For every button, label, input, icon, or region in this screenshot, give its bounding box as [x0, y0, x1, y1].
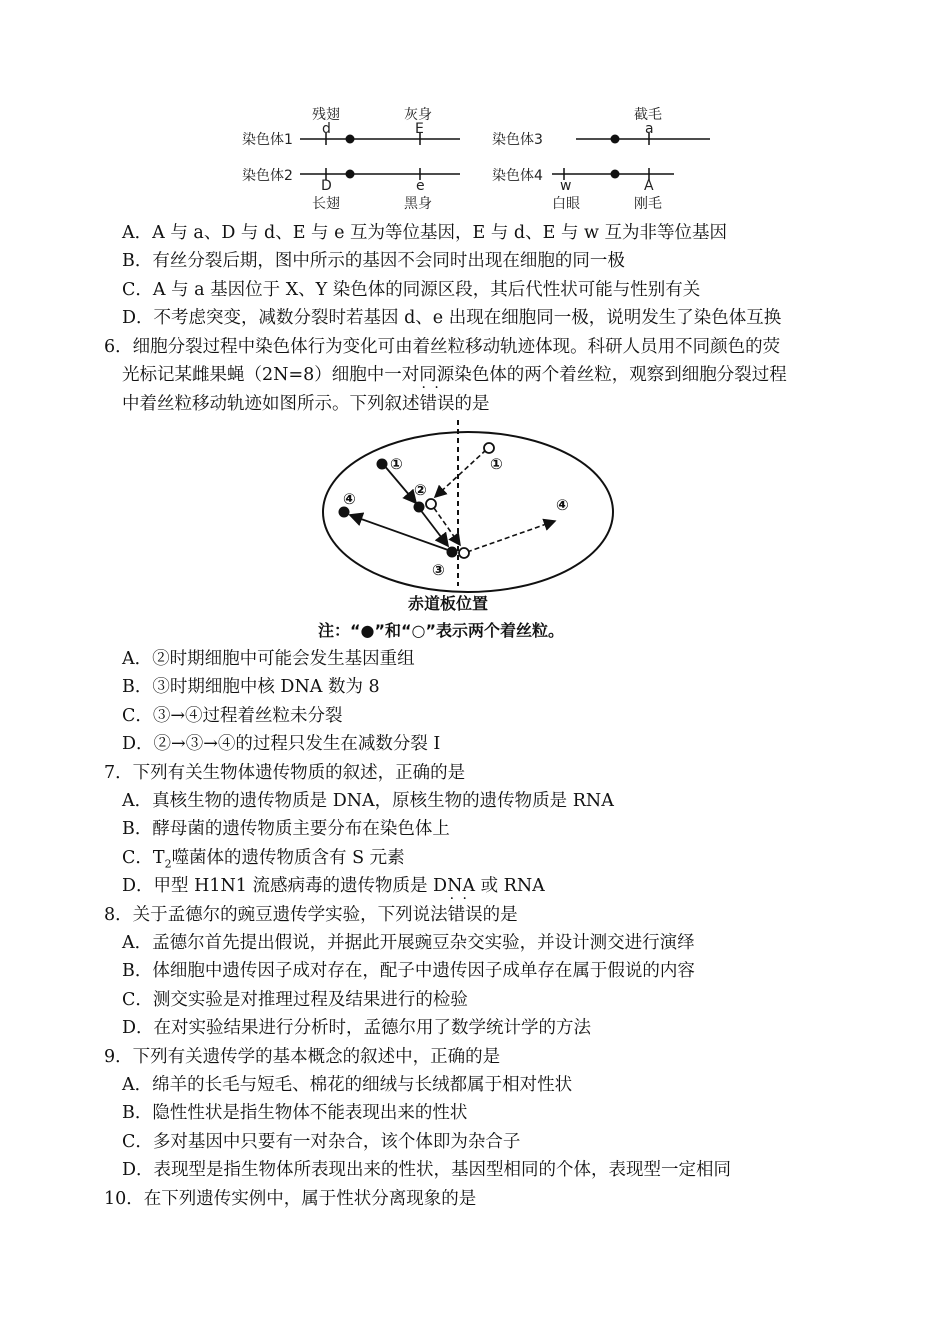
q8-option-d: D．在对实验结果进行分析时，孟德尔用了数学统计学的方法 — [122, 1018, 592, 1038]
centromere-3 — [611, 135, 620, 144]
trait-bristle: 刚毛 — [634, 196, 662, 212]
q7-option-c-subscript: 2 — [164, 857, 172, 871]
q8-emphasis-wrong: · · 错误 — [448, 904, 483, 926]
chr1-label: 染色体1 — [242, 132, 293, 148]
q6-option-b: B．③时期细胞中核 DNA 数为 8 — [122, 677, 380, 697]
stage-label-3: ③ — [432, 561, 445, 579]
gene-d-label: d — [322, 121, 331, 137]
q10-stem: 10．在下列遗传实例中，属于性状分离现象的是 — [104, 1189, 477, 1209]
q8-stem — [104, 904, 518, 926]
chr3-label: 染色体3 — [492, 132, 543, 148]
q7-option-c-text: 噬菌体的遗传物质含有 S 元素 — [171, 848, 405, 868]
gene-w-label: w — [560, 178, 572, 194]
q6-stem-end: 的是 — [454, 394, 490, 414]
q5-option-c: C．A 与 a 基因位于 X、Y 染色体的同源区段，其后代性状可能与性别有关 — [122, 280, 701, 300]
q8-stem-text: 8．关于孟德尔的豌豆遗传学实验，下列说法 — [104, 905, 448, 925]
q6-option-c: C．③→④过程着丝粒未分裂 — [122, 706, 343, 726]
q9-option-a: A．绵羊的长毛与短毛、棉花的细绒与长绒都属于相对性状 — [122, 1075, 573, 1095]
centromere-4 — [611, 170, 620, 179]
q7-option-b: B．酵母菌的遗传物质主要分布在染色体上 — [122, 819, 450, 839]
q7-option-c-prefix: C．T — [122, 848, 165, 868]
q9-option-b: B．隐性性状是指生物体不能表现出来的性状 — [122, 1103, 468, 1123]
centromere-filled-stage4 — [339, 507, 350, 518]
trait-black-body: 黑身 — [404, 196, 432, 212]
q8-stem-end: 的是 — [482, 905, 518, 925]
q8-option-c: C．测交实验是对推理过程及结果进行的检验 — [122, 990, 468, 1010]
gene-a-label: a — [645, 121, 654, 137]
q7-stem: 7．下列有关生物体遗传物质的叙述，正确的是 — [104, 763, 466, 783]
centromere-filled-stage1 — [377, 459, 388, 470]
cell-outline — [323, 432, 613, 592]
q6-emphasis-wrong: · · 错误 — [420, 393, 455, 415]
figure-note: 注：“●”和“○”表示两个着丝粒。 — [318, 621, 564, 640]
cell-division-figure — [310, 418, 640, 644]
chr4-label: 染色体4 — [492, 168, 543, 184]
q7-option-c — [122, 847, 405, 876]
centromere-open-stage3 — [459, 548, 469, 558]
centromere-open-stage1 — [484, 443, 494, 453]
q6-stem-line3 — [122, 393, 490, 415]
q7-option-a: A．真核生物的遗传物质是 DNA，原核生物的遗传物质是 RNA — [122, 791, 614, 811]
chromosome-figure — [230, 100, 720, 215]
q9-option-d: D．表现型是指生物体所表现出来的性状，基因型相同的个体，表现型一定相同 — [122, 1160, 732, 1180]
equatorial-plate-caption: 赤道板位置 — [408, 594, 489, 613]
trait-gray-body: 灰身 — [404, 107, 432, 123]
trait-bobbed-bristle: 截毛 — [634, 107, 662, 123]
q6-stem-line1: 6．细胞分裂过程中染色体行为变化可由着丝粒移动轨迹体现。科研人员用不同颜色的荧 — [104, 337, 781, 357]
q8-option-b: B．体细胞中遗传因子成对存在，配子中遗传因子成单存在属于假说的内容 — [122, 961, 695, 981]
centromere-2 — [346, 170, 355, 179]
stage-label-2-left: ② — [414, 481, 427, 499]
trait-long-wing: 长翅 — [312, 196, 340, 212]
q6-stem-line2: 光标记某雌果蝇（2N=8）细胞中一对同源染色体的两个着丝粒，观察到细胞分裂过程 — [122, 365, 787, 385]
trait-white-eye: 白眼 — [552, 196, 580, 212]
stage-label-1-right: ① — [490, 455, 503, 473]
gene-D-label: D — [321, 178, 332, 194]
centromere-filled-stage3 — [447, 547, 458, 558]
stage-label-1-left: ① — [390, 455, 403, 473]
q5-option-b: B．有丝分裂后期，图中所示的基因不会同时出现在细胞的同一极 — [122, 251, 625, 271]
gene-A-label: A — [644, 178, 654, 194]
q6-option-d: D．②→③→④的过程只发生在减数分裂 I — [122, 734, 441, 754]
q5-option-a: A．A 与 a、D 与 d、E 与 e 互为等位基因，E 与 d、E 与 w 互为非等位基因 — [122, 223, 728, 243]
stage-label-4-left: ④ — [343, 490, 356, 508]
q8-option-a: A．孟德尔首先提出假说，并据此开展豌豆杂交实验，并设计测交进行演绎 — [122, 933, 695, 953]
q6-stem-text: 中着丝粒移动轨迹如图所示。下列叙述 — [122, 394, 420, 414]
gene-e-label: e — [416, 178, 425, 194]
q7-option-d: D．甲型 H1N1 流感病毒的遗传物质是 DNA 或 RNA — [122, 876, 545, 896]
q9-option-c: C．多对基因中只要有一对杂合，该个体即为杂合子 — [122, 1132, 521, 1152]
centromere-open-stage2 — [426, 499, 436, 509]
centromere-1 — [346, 135, 355, 144]
q9-stem: 9．下列有关遗传学的基本概念的叙述中，正确的是 — [104, 1047, 501, 1067]
trait-vestigial-wing: 残翅 — [312, 107, 340, 123]
q6-option-a: A．②时期细胞中可能会发生基因重组 — [122, 649, 415, 669]
stage-label-4-right: ④ — [556, 496, 569, 514]
chr2-label: 染色体2 — [242, 168, 293, 184]
gene-E-label: E — [415, 121, 424, 137]
q5-option-d: D．不考虑突变，减数分裂时若基因 d、e 出现在细胞同一极，说明发生了染色体互换 — [122, 308, 782, 328]
centromere-filled-stage2 — [414, 502, 425, 513]
